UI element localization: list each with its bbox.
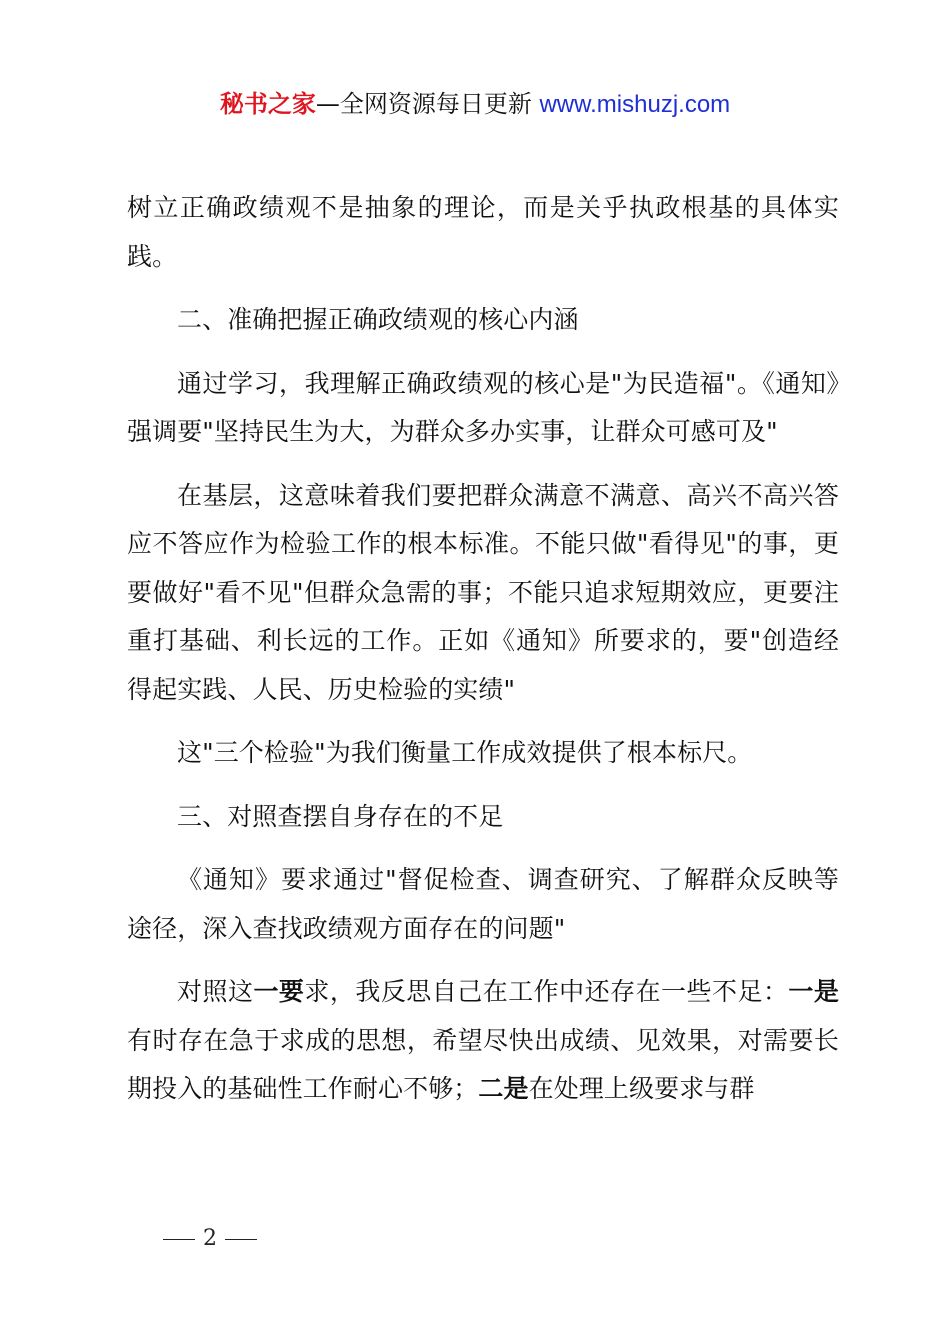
paragraph: 《通知》要求通过"督促检查、调查研究、了解群众反映等途径，深入查找政绩观方面存在的问题" <box>127 865 839 943</box>
text-run: 有时存在急于求成的思想，希望尽快出成绩、见效果，对需要长期投入的基础性工作耐心不够； <box>127 1025 839 1103</box>
text-run: 求，我反思自己在工作中还存在一些不足： <box>304 977 789 1006</box>
text-run: 在处理上级要求与群 <box>528 1074 755 1103</box>
section-heading-3: 三、对照查摆自身存在的不足 <box>177 801 504 831</box>
page-footer <box>155 1224 265 1254</box>
paragraph: 通过学习，我理解正确政绩观的核心是"为民造福"。《通知》强调要"坚持民生为大，为群众多办实事，让群众可感可及" <box>127 368 839 446</box>
document-body <box>127 184 839 1129</box>
bold-text: 二是 <box>478 1074 529 1103</box>
footer-dash-right <box>225 1239 257 1240</box>
text-run: 对照这 <box>177 977 254 1006</box>
site-header <box>0 86 950 123</box>
page-number: 2 <box>203 1226 217 1251</box>
paragraph: 在基层，这意味着我们要把群众满意不满意、高兴不高兴答应不答应作为检验工作的根本标准。不能只做"看得见"的事，更要做好"看不见"但群众急需的事；不能只追求短期效应，更要注重打基础、利长远的工作。正如《通知》所要求的，要"创造经得起实践、人民、历史检验的实绩" <box>127 480 839 704</box>
section-heading-2: 二、准确把握正确政绩观的核心内涵 <box>177 305 579 334</box>
paragraph-reflection <box>127 968 839 1114</box>
bold-text: 一要 <box>253 977 305 1006</box>
site-url: www.mishuzj.com <box>539 91 731 118</box>
paragraph-continued: 树立正确政绩观不是抽象的理论，而是关乎执政根基的具体实践。 <box>127 193 839 271</box>
footer-dash-left <box>163 1239 195 1240</box>
brand-name: 秘书之家 <box>219 90 316 118</box>
bold-text: 一是 <box>788 977 839 1006</box>
header-slogan: —全网资源每日更新 <box>315 90 540 118</box>
paragraph: 这"三个检验"为我们衡量工作成效提供了根本标尺。 <box>177 738 753 767</box>
